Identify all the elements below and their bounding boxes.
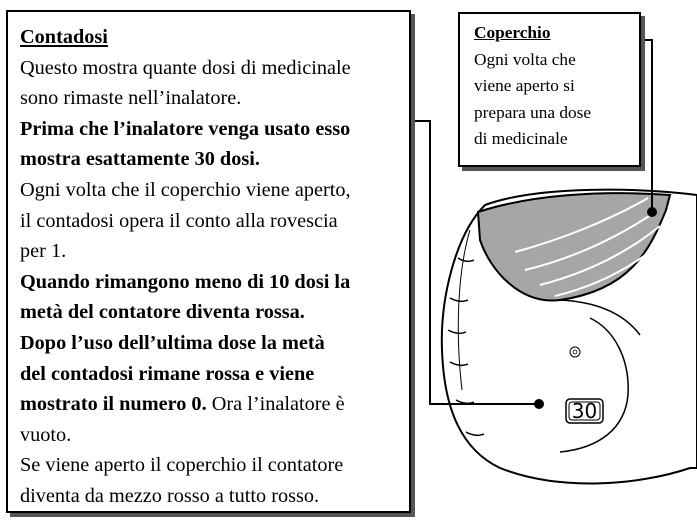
- contadosi-bold-line: Prima che l’inalatore venga usato esso: [20, 117, 351, 140]
- coperchio-leader-dot: [647, 207, 657, 217]
- contadosi-bold-line: mostra esattamente 30 dosi.: [20, 148, 260, 171]
- coperchio-title: Coperchio: [474, 23, 551, 42]
- contadosi-leader-dot: [534, 399, 544, 409]
- contadosi-line: diventa da mezzo rosso a tutto rosso.: [20, 484, 320, 507]
- coperchio-line: prepara una dose: [474, 102, 592, 122]
- contadosi-line: per 1.: [20, 240, 67, 263]
- counter-value: 30: [571, 399, 598, 423]
- contadosi-bold-line: Dopo l’uso dell’ultima dose la metà: [20, 331, 325, 354]
- coperchio-line: viene aperto si: [474, 76, 575, 95]
- contadosi-bold-span: mostrato il numero 0.: [20, 393, 207, 416]
- contadosi-bold-line: del contadosi rimane rossa e viene: [20, 362, 315, 385]
- coperchio-leader-line: [641, 40, 652, 210]
- contadosi-line: Questo mostra quante dosi di medicinale: [20, 56, 351, 79]
- coperchio-line: Ogni volta che: [474, 49, 576, 69]
- contadosi-line: sono rimaste nell’inalatore.: [20, 87, 242, 110]
- contadosi-line: vuoto.: [20, 423, 72, 446]
- contadosi-mixed-line: [20, 389, 401, 420]
- coperchio-line: di medicinale: [474, 129, 568, 148]
- contadosi-title: Contadosi: [20, 26, 108, 48]
- contadosi-bold-line: Quando rimangono meno di 10 dosi la: [20, 270, 351, 293]
- contadosi-line: il contadosi opera il conto alla rovescia: [20, 209, 338, 232]
- coperchio-callout: [458, 12, 641, 167]
- contadosi-line: Ogni volta che il coperchio viene aperto,: [20, 178, 351, 201]
- contadosi-line: Se viene aperto il coperchio il contatore: [20, 454, 344, 477]
- contadosi-bold-line: metà del contatore diventa rossa.: [20, 301, 305, 324]
- contadosi-normal-span: Ora l’inalatore è: [206, 393, 345, 416]
- contadosi-callout: [6, 10, 411, 513]
